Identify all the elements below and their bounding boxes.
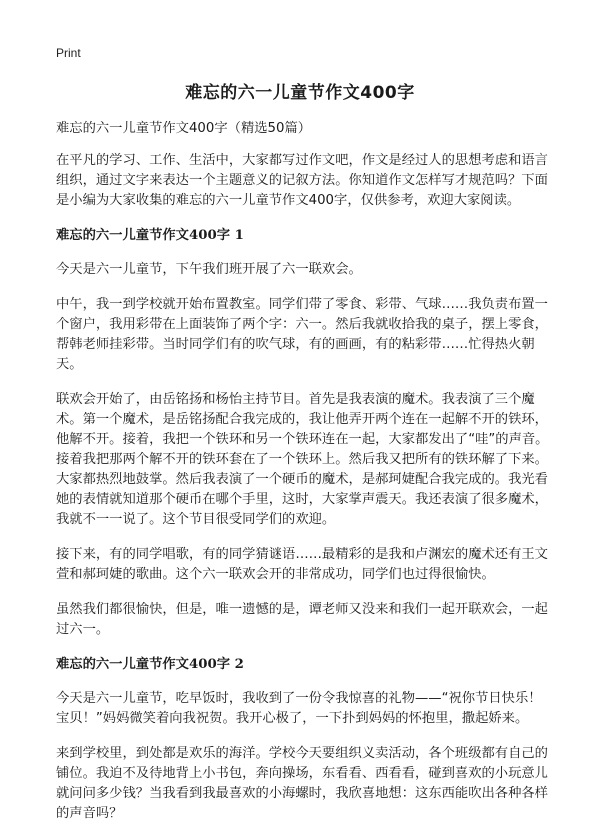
- section-heading: 难忘的六一儿童节作文400字 1: [56, 228, 244, 243]
- paragraph: 中午，我一到学校就开始布置教室。同学们带了零食、彩带、气球……我负责布置一个窗户，我用彩带在上面装饰了两个字：六一。然后我就收拾我的桌子，摆上零食，帮韩老师挂彩带。当时同学们有的吹气球，有的画画，有的粘彩带……忙得热火朝天。: [56, 297, 548, 372]
- paragraph: 来到学校里，到处都是欢乐的海洋。学校今天要组织义卖活动，各个班级都有自己的铺位。我迫不及待地背上小书包，奔向操场，东看看、西看看，碰到喜欢的小玩意儿就问问多少钱？当我看到我最喜欢的小海螺时，我欣喜地想：这东西能吹出各种各样的声音吗？: [56, 746, 548, 821]
- paragraph: 今天是六一儿童节，吃早饭时，我收到了一份令我惊喜的礼物——“祝你节日快乐！宝贝！”妈妈微笑着向我祝贺。我开心极了，一下扑到妈妈的怀抱里，撒起娇来。: [56, 691, 542, 726]
- paragraph: 联欢会开始了，由岳铭扬和杨怡主持节目。首先是我表演的魔术。我表演了三个魔术。第一个魔术，是岳铭扬配合我完成的，我让他弄开两个连在一起解不开的铁环，他解不开。接着，我把一个铁环和另一个铁环连在一起，大家都发出了“哇”的声音。接着我把那两个解不开的铁环套在了一个铁环上。然后我又把所有的铁环解了下来。大家都热烈地鼓掌。然后我表演了一个硬币的魔术，是郝珂婕配合我完成的。我光看她的表情就知道那个硬币在哪个手里，这时，大家掌声震天。我还表演了很多魔术，我就不一一说了。这个节目很受同学们的欢迎。: [56, 392, 549, 527]
- print-link[interactable]: Print: [56, 46, 81, 60]
- paragraph: 虽然我们都很愉快，但是，唯一遗憾的是，谭老师又没来和我们一起开联欢会，一起过六一。: [56, 602, 548, 637]
- paragraph: 接下来，有的同学唱歌，有的同学猜谜语……最精彩的是我和卢渊宏的魔术还有王文萱和郝珂婕的歌曲。这个六一联欢会开的非常成功，同学们也过得很愉快。: [56, 547, 548, 582]
- paragraph: 今天是六一儿童节，下午我们班开展了六一联欢会。: [56, 262, 362, 277]
- page-title: 难忘的六一儿童节作文400字: [185, 83, 415, 103]
- document-body: [56, 119, 552, 839]
- section-heading: 难忘的六一儿童节作文400字 2: [56, 657, 244, 672]
- intro-paragraph: 在平凡的学习、工作、生活中，大家都写过作文吧，作文是经过人的思想考虑和语言组织，通过文字来表达一个主题意义的记叙方法。你知道作文怎样写才规范吗？下面是小编为大家收集的难忘的六一儿童节作文400字，仅供参考，欢迎大家阅读。: [56, 153, 548, 208]
- intro-subtitle: 难忘的六一儿童节作文400字（精选50篇）: [56, 121, 312, 136]
